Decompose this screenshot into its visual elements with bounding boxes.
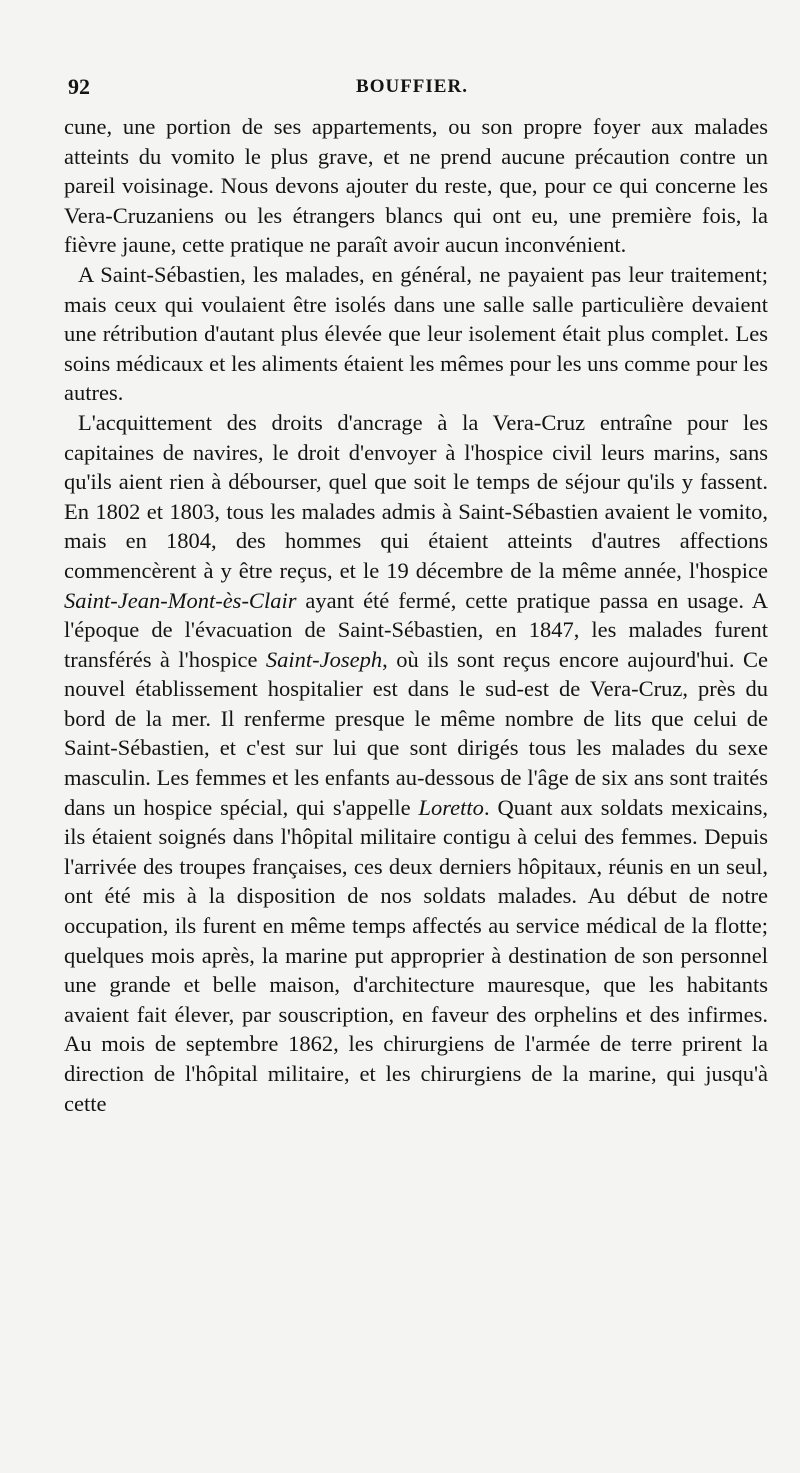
paragraph-2: A Saint-Sébastien, les malades, en général, ne payaient pas leur traitement; mais ceux qui voulaient être isolés dans une salle salle particulière devaient une rétribution d'autant plus élevée que leur isolement était plus complet. Les soins médicaux et les aliments étaient les mêmes pour les uns comme pour les autres. [64,261,768,406]
paragraph-1: cune, une portion de ses appartements, ou son propre foyer aux malades atteints du vomito le plus grave, et ne prend aucune précaution contre un pareil voisinage. Nous devons ajouter du reste, que, pour ce qui concerne les Vera-Cruzaniens ou les étrangers blancs qui ont eu, une première fois, la fièvre jaune, cette pratique ne paraît avoir aucun inconvénient. [64,114,768,258]
hospice-name-loretto: Loretto [418,794,484,820]
hospice-name-saint-jean: Saint-Jean-Mont-ès-Clair [64,587,297,613]
page-header [64,74,760,104]
page-number: 92 [68,74,90,99]
body-text [64,112,768,1118]
running-head: BOUFFIER. [356,76,468,97]
hospice-name-saint-joseph: Saint-Joseph [265,646,383,672]
paragraph-3: L'acquittement des droits d'ancrage à la Vera-Cruz entraîne pour les capitaines de navires, le droit d'envoyer à l'hospice civil leurs marins, sans qu'ils aient rien à débourser, quel que soit le temps de séjour qu'ils y fassent. En 1802 et 1803, tous les malades admis à Saint-Sébastien avaient le vomito, mais en 1804, des hommes qui étaient atteints d'autres affections commencèrent à y être reçus, et le 19 décembre de la même année, l'hospice Saint-Jean-Mont-ès-Clair ayant été fermé, cette pratique passa en usage. A l'époque de l'évacuation de Saint-Sébastien, en 1847, les malades furent transférés à l'hospice Saint-Joseph, où ils sont reçus encore aujourd'hui. Ce nouvel établissement hospitalier est dans le sud-est de Vera-Cruz, près du bord de la mer. Il renferme presque le même nombre de lits que celui de Saint-Sébastien, et c'est sur lui que sont dirigés tous les malades du sexe masculin. Les femmes et les enfants au-dessous de l'âge de six ans sont traités dans un hospice spécial, qui s'appelle Loretto. Quant aux soldats mexicains, ils étaient soignés dans l'hôpital militaire contigu à celui des femmes. Depuis l'arrivée des troupes françaises, ces deux derniers hôpitaux, réunis en un seul, ont été mis à la disposition de nos soldats malades. Au début de notre occupation, ils furent en même temps affectés au service médical de la flotte; quelques mois après, la marine put approprier à destination de son personnel une grande et belle maison, d'architecture mauresque, que les habitants avaient fait élever, par souscription, en faveur des orphelins et des infirmes. Au mois de septembre 1862, les chirurgiens de l'armée de terre prirent la direction de l'hôpital militaire, et les chirurgiens de la marine, qui jusqu'à cette [64,409,768,1116]
